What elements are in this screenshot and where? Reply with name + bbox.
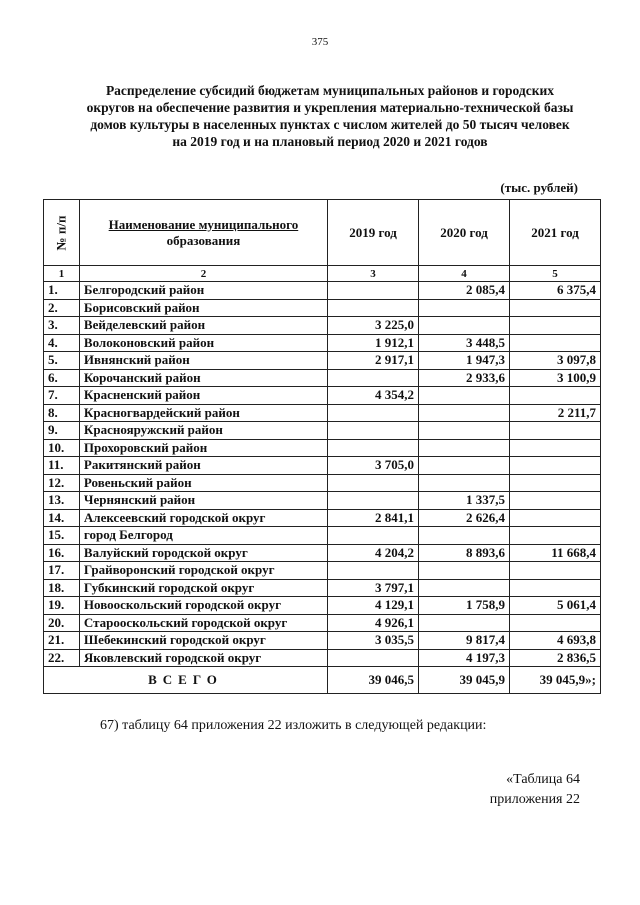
total-2019: 39 046,5 [328,667,419,694]
table-row [44,579,601,597]
row-name: Новооскольский городской округ [79,597,327,615]
row-value-2019: 3 797,1 [328,579,419,597]
row-value-2021 [510,474,601,492]
table-row [44,527,601,545]
table-row [44,614,601,632]
row-value-2020: 1 947,3 [419,352,510,370]
row-name: Корочанский район [79,369,327,387]
row-value-2020 [419,299,510,317]
row-value-2019 [328,492,419,510]
row-value-2019 [328,474,419,492]
row-number: 9. [44,422,80,440]
row-name: Красногвардейский район [79,404,327,422]
row-value-2021: 5 061,4 [510,597,601,615]
row-value-2019: 4 926,1 [328,614,419,632]
row-name: Белгородский район [79,282,327,300]
row-value-2020 [419,474,510,492]
row-value-2020 [419,579,510,597]
row-value-2020: 3 448,5 [419,334,510,352]
row-value-2020: 2 626,4 [419,509,510,527]
row-name: Волоконовский район [79,334,327,352]
row-value-2021 [510,422,601,440]
row-number: 16. [44,544,80,562]
title-line: округов на обеспечение развития и укрепления материально-технической базы [86,100,574,115]
page-number: 375 [311,36,329,48]
row-number: 20. [44,614,80,632]
row-value-2021: 6 375,4 [510,282,601,300]
row-number: 4. [44,334,80,352]
row-value-2020 [419,527,510,545]
table-row [44,597,601,615]
row-value-2021 [510,614,601,632]
row-value-2019: 4 204,2 [328,544,419,562]
row-number: 3. [44,317,80,335]
row-value-2020 [419,614,510,632]
table-row [44,649,601,667]
table-row [44,457,601,475]
row-name: Чернянский район [79,492,327,510]
table-body [44,282,601,667]
row-number: 10. [44,439,80,457]
header-number: № п/п [44,200,80,266]
column-index: 1 [44,266,80,282]
row-value-2019 [328,404,419,422]
row-name: Вейделевский район [79,317,327,335]
row-value-2020: 8 893,6 [419,544,510,562]
table-reference-line2: приложения 22 [489,792,580,807]
row-value-2021 [510,317,601,335]
row-value-2021 [510,579,601,597]
total-2020: 39 045,9 [419,667,510,694]
header-name-line2: образования [166,232,241,248]
row-value-2021: 2 211,7 [510,404,601,422]
row-name: Красненский район [79,387,327,405]
row-value-2021 [510,527,601,545]
row-name: Грайворонский городской округ [79,562,327,580]
header-2020: 2020 год [419,200,510,266]
row-value-2020: 1 758,9 [419,597,510,615]
table-row [44,492,601,510]
table-row [44,474,601,492]
row-value-2019 [328,369,419,387]
row-name: Ракитянский район [79,457,327,475]
row-number: 19. [44,597,80,615]
row-value-2019: 3 705,0 [328,457,419,475]
row-value-2020 [419,404,510,422]
table-row [44,387,601,405]
row-name: Старооскольский городской округ [79,614,327,632]
row-name: Яковлевский городской округ [79,649,327,667]
row-name: Прохоровский район [79,439,327,457]
row-number: 6. [44,369,80,387]
row-value-2020: 2 085,4 [419,282,510,300]
units-label: (тыс. рублей) [500,180,578,195]
row-name: Валуйский городской округ [79,544,327,562]
row-value-2019: 4 354,2 [328,387,419,405]
row-number: 7. [44,387,80,405]
row-name: Ивнянский район [79,352,327,370]
table-row [44,404,601,422]
header-2021: 2021 год [510,200,601,266]
row-value-2020 [419,317,510,335]
row-value-2020: 4 197,3 [419,649,510,667]
row-name: Алексеевский городской округ [79,509,327,527]
column-index: 2 [79,266,327,282]
row-value-2020 [419,439,510,457]
row-value-2019: 2 841,1 [328,509,419,527]
total-row [44,667,601,694]
table-row [44,334,601,352]
title-line: Распределение субсидий бюджетам муниципальных районов и городских [105,83,555,98]
header-name [79,200,327,266]
row-value-2020 [419,422,510,440]
row-number: 18. [44,579,80,597]
row-value-2019 [328,299,419,317]
row-number: 5. [44,352,80,370]
row-value-2020: 1 337,5 [419,492,510,510]
row-value-2021 [510,439,601,457]
column-index: 3 [328,266,419,282]
column-index: 5 [510,266,601,282]
row-value-2019: 3 035,5 [328,632,419,650]
row-number: 13. [44,492,80,510]
row-number: 2. [44,299,80,317]
subsidy-table [43,199,601,694]
table-row [44,439,601,457]
total-label: ВСЕГО [44,667,328,694]
table-row [44,562,601,580]
table-reference [440,770,580,810]
row-value-2019: 3 225,0 [328,317,419,335]
row-value-2020: 9 817,4 [419,632,510,650]
row-value-2019 [328,527,419,545]
row-value-2019 [328,562,419,580]
table-row [44,369,601,387]
row-value-2021 [510,334,601,352]
row-value-2019 [328,439,419,457]
row-number: 8. [44,404,80,422]
row-value-2021 [510,457,601,475]
row-value-2021: 3 097,8 [510,352,601,370]
row-value-2019: 4 129,1 [328,597,419,615]
row-value-2021 [510,387,601,405]
row-value-2019: 2 917,1 [328,352,419,370]
table-row [44,352,601,370]
row-value-2021: 11 668,4 [510,544,601,562]
title-line: домов культуры в населенных пунктах с числом жителей до 50 тысяч человек [90,117,570,132]
row-name: город Белгород [79,527,327,545]
row-number: 22. [44,649,80,667]
row-value-2019: 1 912,1 [328,334,419,352]
row-value-2021 [510,492,601,510]
row-name: Краснояружский район [79,422,327,440]
row-value-2020: 2 933,6 [419,369,510,387]
row-value-2021: 2 836,5 [510,649,601,667]
row-value-2019 [328,282,419,300]
row-number: 17. [44,562,80,580]
table-row [44,544,601,562]
row-value-2019 [328,649,419,667]
row-name: Ровеньский район [79,474,327,492]
row-name: Губкинский городской округ [79,579,327,597]
total-2021: 39 045,9»; [510,667,601,694]
row-value-2020 [419,457,510,475]
row-value-2019 [328,422,419,440]
row-value-2021 [510,562,601,580]
row-number: 12. [44,474,80,492]
row-value-2020 [419,562,510,580]
table-row [44,632,601,650]
header-2019: 2019 год [328,200,419,266]
row-value-2021: 4 693,8 [510,632,601,650]
amendment-note: 67) таблицу 64 приложения 22 изложить в следующей редакции: [100,718,487,733]
table-row [44,317,601,335]
row-name: Борисовский район [79,299,327,317]
row-name: Шебекинский городской округ [79,632,327,650]
row-value-2021 [510,509,601,527]
document-title [60,82,600,150]
row-number: 11. [44,457,80,475]
table-row [44,509,601,527]
table-row [44,299,601,317]
header-name-line1: Наименование муниципального [108,216,299,232]
row-number: 15. [44,527,80,545]
row-value-2021: 3 100,9 [510,369,601,387]
table-reference-line1: «Таблица 64 [506,772,580,787]
title-line: на 2019 год и на плановый период 2020 и 2021 годов [172,134,488,149]
column-index: 4 [419,266,510,282]
row-number: 14. [44,509,80,527]
table-row [44,422,601,440]
column-index-row [44,266,601,282]
row-number: 1. [44,282,80,300]
table-header-row [44,200,601,266]
row-value-2020 [419,387,510,405]
row-number: 21. [44,632,80,650]
table-row [44,282,601,300]
row-value-2021 [510,299,601,317]
